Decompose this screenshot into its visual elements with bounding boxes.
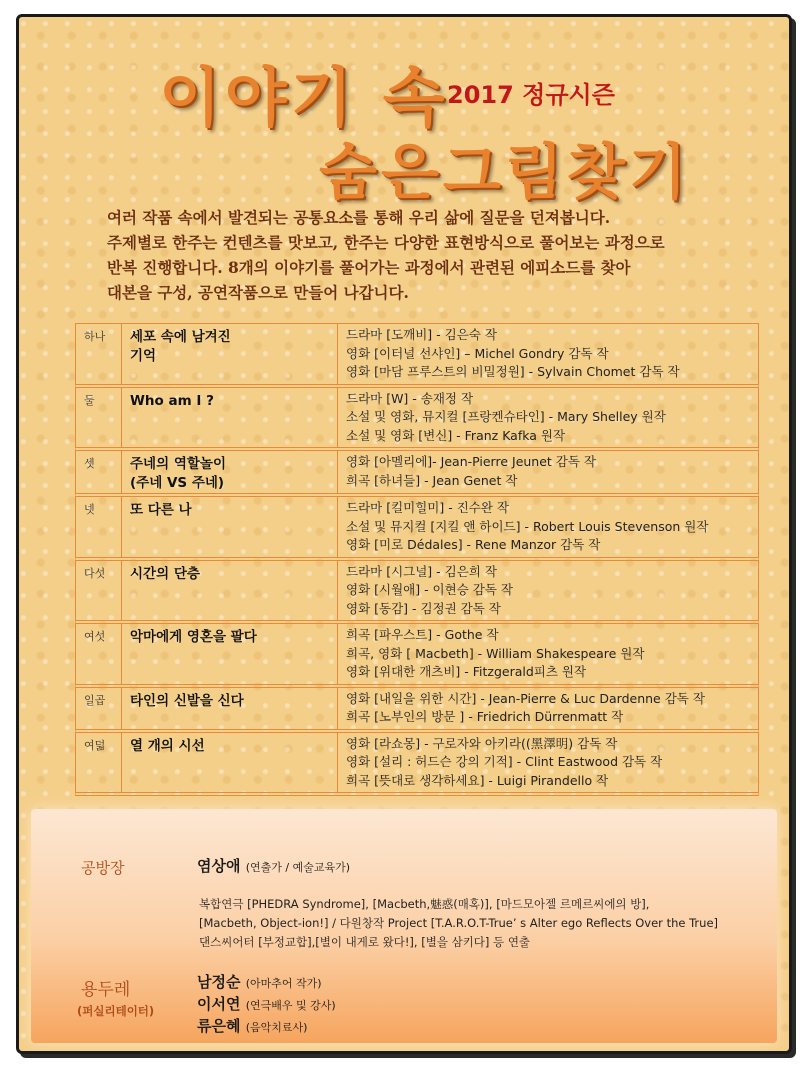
facilitator-role: (음악치료사) — [245, 1021, 308, 1034]
work-item: 영화 [시월애] - 이현승 감독 작 — [346, 582, 513, 597]
table-row — [75, 451, 759, 497]
row-number: 여덟 — [76, 733, 122, 793]
row-works — [338, 451, 758, 493]
row-theme: Who am I ? — [122, 388, 338, 448]
poster-frame — [16, 14, 792, 1054]
work-item: 희곡 [뜻대로 생각하세요] - Luigi Pirandello 작 — [346, 772, 609, 788]
row-number: 둘 — [76, 388, 122, 448]
row-number: 넷 — [76, 497, 122, 557]
row-theme: 타인의 신발을 신다 — [122, 688, 338, 729]
table-row — [75, 497, 759, 561]
intro-line: 대본을 구성, 공연작품으로 만들어 나갑니다. — [107, 283, 409, 302]
work-item: 영화 [내일을 위한 시간] - Jean-Pierre & Luc Dardenne 감독 작 — [346, 690, 705, 706]
work-item: 드라마 [도깨비] - 김은숙 작 — [346, 327, 497, 342]
row-works — [338, 733, 758, 793]
work-item: 영화 [미로 Dédales] - Rene Manzor 감독 작 — [346, 537, 601, 552]
row-theme: 악마에게 영혼을 팔다 — [122, 624, 338, 684]
row-number: 다섯 — [76, 561, 122, 621]
row-theme: 시간의 단층 — [122, 561, 338, 621]
work-item: 소설 및 뮤지컬 [지킬 앤 하이드] - Robert Louis Stevenson 원작 — [346, 518, 709, 534]
table-row — [75, 561, 759, 625]
row-works — [338, 388, 758, 448]
title-line-2: 숨은그림찾기 — [319, 138, 691, 208]
table-row — [75, 624, 759, 688]
director-career — [199, 895, 779, 952]
work-item: 드라마 [W] - 송재정 작 — [346, 390, 474, 406]
row-works — [338, 324, 758, 384]
intro-line: 여러 작품 속에서 발견되는 공통요소를 통해 우리 삶에 질문을 던져봅니다. — [107, 208, 611, 227]
work-item: 영화 [설리 : 허드슨 강의 기적] - Clint Eastwood 감독 작 — [346, 754, 663, 769]
facilitator-label: 용두레 — [81, 980, 131, 1000]
facilitator-name: 류은혜 — [197, 1017, 241, 1035]
row-number: 일곱 — [76, 688, 122, 729]
facilitator-name: 이서연 — [197, 995, 241, 1013]
work-item: 영화 [라쇼몽] - 구로자와 아키라((黑澤明) 감독 작 — [346, 735, 618, 751]
intro-line: 반복 진행합니다. 8개의 이야기를 풀어가는 과정에서 관련된 에피소드를 찾아 — [107, 258, 631, 277]
table-row — [75, 688, 759, 733]
row-works — [338, 624, 758, 684]
row-theme: 세포 속에 남겨진 기억 — [122, 324, 338, 384]
row-number: 여섯 — [76, 624, 122, 684]
row-works — [338, 497, 758, 557]
intro-line: 주제별로 한주는 컨텐츠를 맛보고, 한주는 다양한 표현방식으로 풀어보는 과정으로 — [107, 233, 665, 252]
director-name — [197, 855, 350, 876]
row-theme: 주네의 역할놀이 (주네 VS 주네) — [122, 451, 338, 493]
table-row — [75, 733, 759, 797]
work-item: 영화 [동감] - 김정권 감독 작 — [346, 600, 501, 616]
work-item: 희곡 [하녀들] - Jean Genet 작 — [346, 472, 518, 488]
work-item: 드라마 [시그널] - 김은희 작 — [346, 563, 497, 579]
row-theme: 열 개의 시선 — [122, 733, 338, 793]
work-item: 영화 [위대한 개츠비] - Fitzgerald피츠 원작 — [346, 664, 587, 679]
work-item: 희곡 [파우스트] - Gothe 작 — [346, 627, 499, 642]
director-name-text: 염상애 — [197, 857, 241, 875]
credits-panel — [31, 809, 777, 1043]
season-label: 2017 정규시즌 — [447, 81, 615, 109]
title-line-1: 이야기 속 — [159, 62, 449, 136]
facilitator-sublabel: (퍼실리테이터) — [77, 1004, 155, 1018]
row-theme: 또 다른 나 — [122, 497, 338, 557]
career-line: [Macbeth, Object-ion!] / 다원창작 Project [T.A.R.O.T-True’ s Alter ego Reflects Over the True] — [199, 916, 719, 930]
career-line: 복합연극 [PHEDRA Syndrome], [Macbeth,魅惑(매혹)], [마드모아젤 르메르씨에의 방], — [199, 897, 650, 911]
program-table — [75, 323, 759, 796]
career-line: 댄스씨어터 [부정교합],[별이 내게로 왔다!], [별을 삼키다] 등 연출 — [199, 935, 531, 949]
row-number: 하나 — [76, 324, 122, 384]
row-works — [338, 688, 758, 729]
table-row — [75, 388, 759, 452]
facilitator-role: (연극배우 및 강사) — [245, 999, 336, 1012]
facilitator-name: 남정순 — [197, 973, 241, 991]
facilitator-1 — [197, 971, 322, 992]
work-item: 소설 및 영화, 뮤지컬 [프랑켄슈타인] - Mary Shelley 원작 — [346, 409, 666, 424]
work-item: 영화 [이터널 선샤인] – Michel Gondry 감독 작 — [346, 345, 609, 361]
work-item: 드라마 [킬미힐미] - 진수완 작 — [346, 500, 509, 515]
work-item: 소설 및 영화 [변신] - Franz Kafka 원작 — [346, 427, 566, 443]
facilitator-3 — [197, 1015, 307, 1036]
row-works — [338, 561, 758, 621]
work-item: 영화 [마담 프루스트의 비밀정원] - Sylvain Chomet 감독 작 — [346, 364, 680, 379]
facilitator-2 — [197, 993, 336, 1014]
director-label: 공방장 — [81, 859, 125, 877]
director-role: (연출가 / 예술교육가) — [245, 861, 351, 874]
table-row — [75, 324, 759, 388]
work-item: 희곡, 영화 [ Macbeth] - William Shakespeare 원작 — [346, 645, 645, 661]
work-item: 희곡 [노부인의 방문 ] - Friedrich Dürrenmatt 작 — [346, 709, 624, 724]
facilitator-role: (아마추어 작가) — [245, 977, 322, 990]
intro-text — [107, 205, 747, 305]
row-number: 셋 — [76, 451, 122, 493]
work-item: 영화 [아멜리에]- Jean-Pierre Jeunet 감독 작 — [346, 454, 596, 469]
